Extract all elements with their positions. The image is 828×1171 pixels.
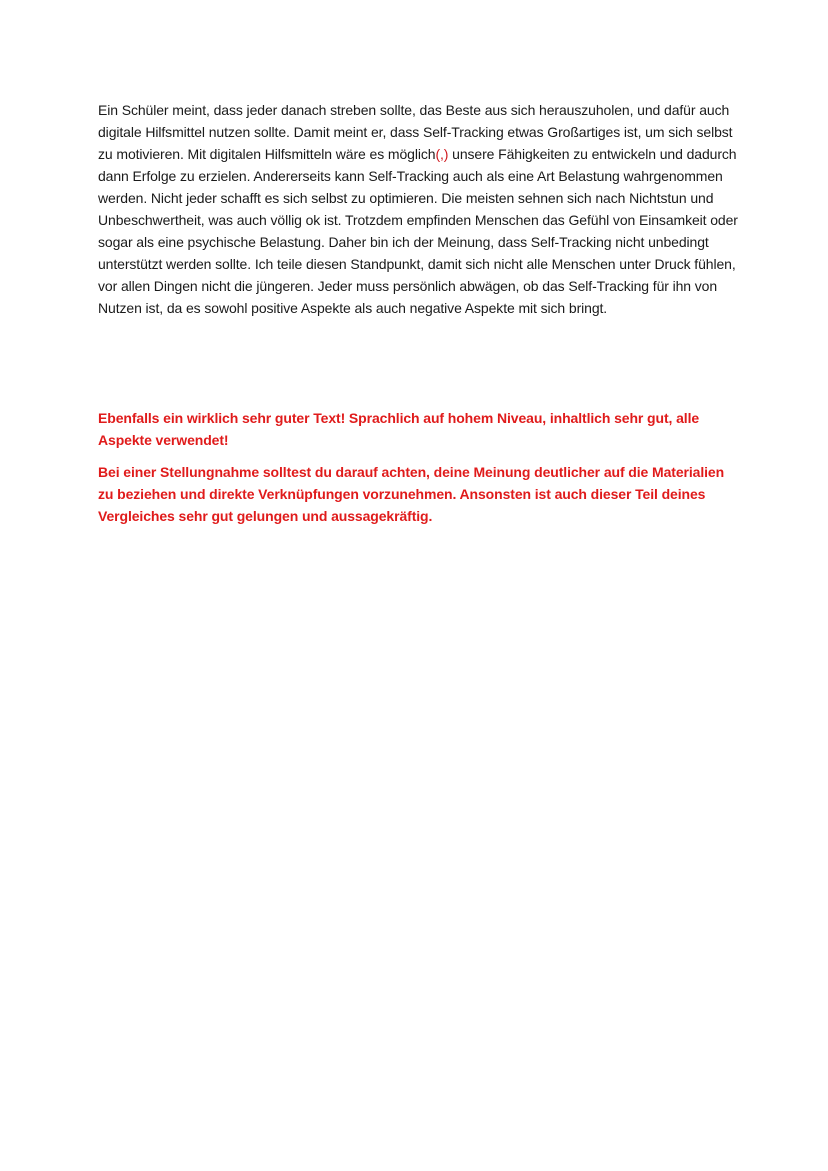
essay-text-part-1: Ein Schüler meint, dass jeder danach streben sollte, das Beste aus sich herauszuholen, und dafür auch digitale Hilfsmittel nutzen sollte. Damit meint er, dass Self-Tracking etwas Großartiges ist, um sich selbst zu motivieren. Mit digitalen Hilfsmitteln wäre es möglich	[98, 102, 733, 162]
comma-correction-mark: (,)	[435, 146, 449, 162]
teacher-feedback-advice: Bei einer Stellungnahme solltest du darauf achten, deine Meinung deutlicher auf die Materialien zu beziehen und direkte Verknüpfungen vorzunehmen. Ansonsten ist auch dieser Teil deines Vergleiches sehr gut gelungen und aussagekräftig.	[98, 464, 725, 524]
teacher-feedback-praise: Ebenfalls ein wirklich sehr guter Text! Sprachlich auf hohem Niveau, inhaltlich sehr gut, alle Aspekte verwendet!	[98, 410, 700, 448]
essay-paragraph	[98, 99, 738, 319]
essay-text-part-2: unsere Fähigkeiten zu entwickeln und dadurch dann Erfolge zu erzielen. Andererseits kann Self-Tracking auch als eine Art Belastung wahrgenommen werden. Nicht jeder schafft es sich selbst zu optimieren. Die meisten sehnen sich nach Nichtstun und Unbeschwertheit, was auch völlig ok ist. Trotzdem empfinden Menschen das Gefühl von Einsamkeit oder sogar als eine psychische Belastung. Daher bin ich der Meinung, dass Self-Tracking nicht unbedingt unterstützt werden sollte. Ich teile diesen Standpunkt, damit sich nicht alle Menschen unter Druck fühlen, vor allen Dingen nicht die jüngeren. Jeder muss persönlich abwägen, ob das Self-Tracking für ihn von Nutzen ist, da es sowohl positive Aspekte als auch negative Aspekte mit sich bringt.	[98, 146, 738, 316]
